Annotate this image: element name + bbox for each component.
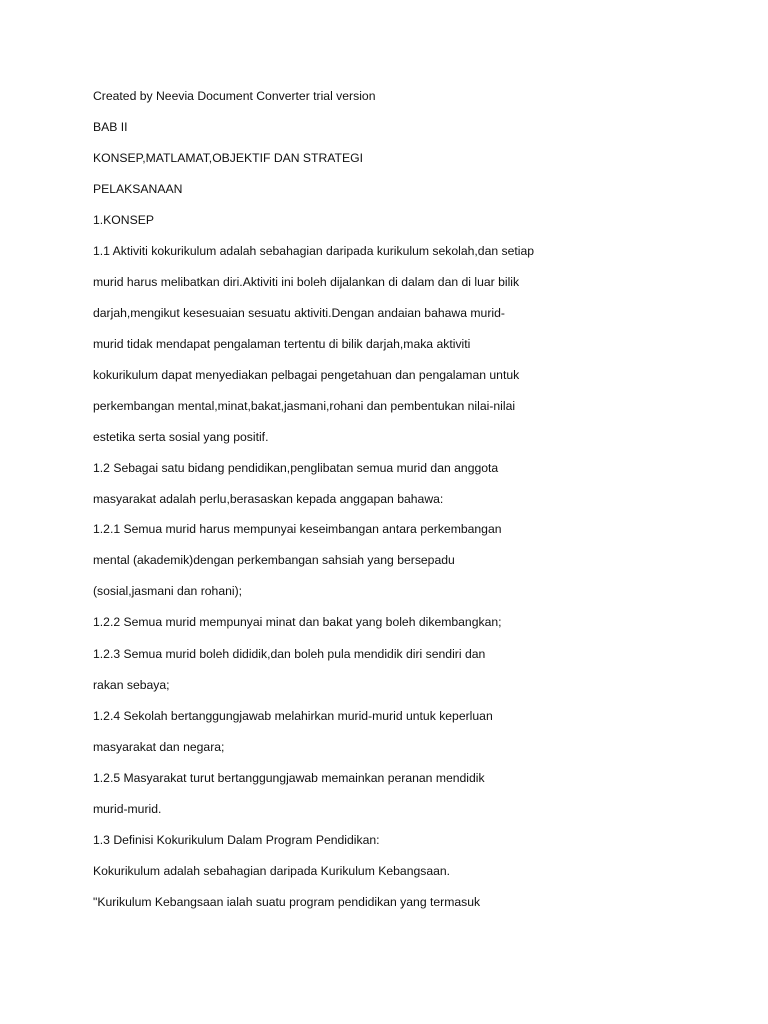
body-line: masyarakat dan negara; — [93, 740, 225, 754]
converter-watermark: Created by Neevia Document Converter trial version — [93, 89, 376, 103]
body-line: murid-murid. — [93, 802, 162, 816]
body-line: 1.2 Sebagai satu bidang pendidikan,penglibatan semua murid dan anggota — [93, 461, 499, 475]
body-line: mental (akademik)dengan perkembangan sahsiah yang bersepadu — [93, 553, 455, 567]
body-line: estetika serta sosial yang positif. — [93, 430, 269, 444]
body-line: darjah,mengikut kesesuaian sesuatu aktiviti.Dengan andaian bahawa murid- — [93, 306, 505, 320]
body-line: 1.2.2 Semua murid mempunyai minat dan bakat yang boleh dikembangkan; — [93, 615, 502, 629]
body-line: murid harus melibatkan diri.Aktiviti ini boleh dijalankan di dalam dan di luar bilik — [93, 275, 520, 289]
body-line: murid tidak mendapat pengalaman tertentu di bilik darjah,maka aktiviti — [93, 337, 471, 351]
chapter-heading: BAB II — [93, 120, 128, 134]
body-line: rakan sebaya; — [93, 678, 170, 692]
body-line: "Kurikulum Kebangsaan ialah suatu program pendidikan yang termasuk — [93, 895, 481, 909]
body-line: Kokurikulum adalah sebahagian daripada Kurikulum Kebangsaan. — [93, 864, 451, 878]
body-line: 1.2.3 Semua murid boleh dididik,dan boleh pula mendidik diri sendiri dan — [93, 647, 486, 661]
body-line: 1.2.1 Semua murid harus mempunyai keseimbangan antara perkembangan — [93, 522, 502, 536]
body-line: 1.1 Aktiviti kokurikulum adalah sebahagian daripada kurikulum sekolah,dan setiap — [93, 244, 535, 258]
title-line-1: KONSEP,MATLAMAT,OBJEKTIF DAN STRATEGI — [93, 151, 363, 165]
body-line: 1.3 Definisi Kokurikulum Dalam Program Pendidikan: — [93, 833, 380, 847]
body-line: kokurikulum dapat menyediakan pelbagai pengetahuan dan pengalaman untuk — [93, 368, 520, 382]
section-heading: 1.KONSEP — [93, 213, 154, 227]
body-line: 1.2.5 Masyarakat turut bertanggungjawab memainkan peranan mendidik — [93, 771, 485, 785]
body-line: masyarakat adalah perlu,berasaskan kepada anggapan bahawa: — [93, 492, 444, 506]
body-line: perkembangan mental,minat,bakat,jasmani,rohani dan pembentukan nilai-nilai — [93, 399, 516, 413]
title-line-2: PELAKSANAAN — [93, 182, 183, 196]
body-line: 1.2.4 Sekolah bertanggungjawab melahirkan murid-murid untuk keperluan — [93, 709, 493, 723]
body-line: (sosial,jasmani dan rohani); — [93, 584, 243, 598]
